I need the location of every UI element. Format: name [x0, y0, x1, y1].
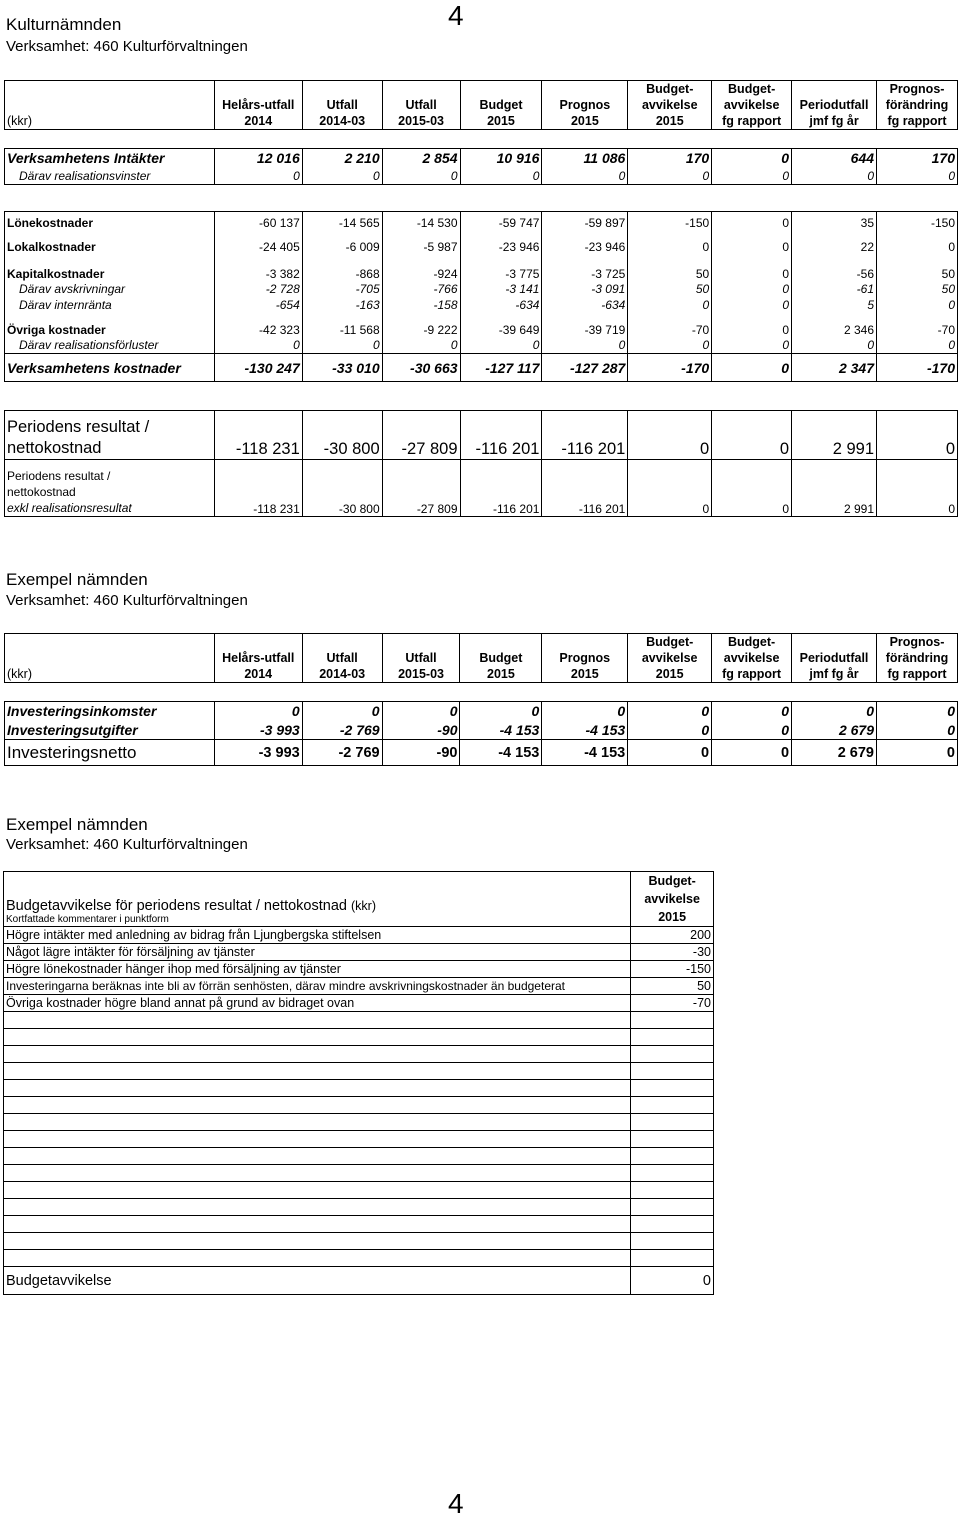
section1-subtitle: Verksamhet: 460 Kulturförvaltningen [6, 38, 248, 55]
comment-row: Högre intäkter med anledning av bidrag från Ljungbergska stiftelsen 200 [4, 927, 714, 944]
result-excl-row: Periodens resultat / nettokostnad exkl realisationsresultat -118 231 -30 800 -27 809 -116 201 -116 201 0 0 2 991 0 [5, 460, 958, 517]
comments-total-label: Budgetavvikelse [4, 1267, 631, 1295]
comments-col-header: Budget- avvikelse 2015 [631, 872, 714, 927]
result-row: Periodens resultat / nettokostnad -118 231 -30 800 -27 809 -116 201 -116 201 0 0 2 991 0 [5, 411, 958, 460]
table-row: Lönekostnader -60 137 -14 565 -14 530 -59 747 -59 897 -150 0 35 -150 [5, 211, 958, 235]
section3-title: Exempel nämnden [6, 815, 148, 834]
section3-subtitle: Verksamhet: 460 Kulturförvaltningen [6, 836, 248, 853]
table-row: Därav avskrivningar -2 728 -705 -766 -3 141 -3 091 50 0 -61 50 [5, 281, 958, 297]
comment-row: Högre lönekostnader hänger ihop med försäljning av tjänster -150 [4, 961, 714, 978]
comment-row: Övriga kostnader högre bland annat på grund av bidraget ovan -70 [4, 995, 714, 1012]
table-header: (kkr) Helårs-utfall 2014 Utfall 2014-03 Utfall 2015-03 Budget 2015 Prognos 2015 Budget- avvikelse 2015 Budget- avvikelse fg rapport Periodutfall jmf fg år Prognos- förändring fg rapport [5, 634, 958, 683]
table-row: Övriga kostnader -42 323 -11 568 -9 222 -39 649 -39 719 -70 0 2 346 -70 [5, 313, 958, 337]
section1-title: Kulturnämnden [6, 15, 122, 34]
table-row: Därav realisationsvinster 0 0 0 0 0 0 0 0 0 [5, 168, 958, 185]
table-row: Lokalkostnader -24 405 -6 009 -5 987 -23 946 -23 946 0 0 22 0 [5, 235, 958, 259]
header-col-6: Budget- avvikelse 2015 [628, 81, 712, 130]
comments-total-value: 0 [631, 1267, 714, 1295]
header-col-1: Helårs-utfall 2014 [214, 81, 302, 130]
comment-row: Något lägre intäkter för försäljning av tjänster -30 [4, 944, 714, 961]
header-col-3: Utfall 2015-03 [382, 81, 460, 130]
table-row: Investeringsinkomster 0 0 0 0 0 0 0 0 0 [5, 702, 958, 721]
header-col-7: Budget- avvikelse fg rapport [712, 81, 792, 130]
table-row: Därav realisationsförluster 0 0 0 0 0 0 0 0 0 [5, 337, 958, 354]
comments-header: Budgetavvikelse för periodens resultat / nettokostnad (kkr) Kortfattade kommentarer i punktform Budget- avvikelse 2015 [4, 872, 714, 927]
header-kkr: (kkr) [5, 81, 215, 130]
page-number-bottom: 4 [448, 1488, 464, 1519]
table-row: Verksamhetens Intäkter 12 016 2 210 2 854 10 916 11 086 170 0 644 170 [5, 149, 958, 168]
comments-title: Budgetavvikelse för periodens resultat / nettokostnad [6, 898, 347, 914]
table-row: Investeringsutgifter -3 993 -2 769 -90 -4 153 -4 153 0 0 2 679 0 [5, 721, 958, 740]
investment-table [4, 633, 958, 766]
section2-title: Exempel nämnden [6, 570, 148, 589]
result-table [4, 80, 958, 517]
header-col-2: Utfall 2014-03 [302, 81, 382, 130]
table-row: Investeringsnetto -3 993 -2 769 -90 -4 153 -4 153 0 0 2 679 0 [5, 740, 958, 766]
comments-table [3, 871, 714, 1295]
comment-row: Investeringarna beräknas inte bli av förrän senhösten, därav mindre avskrivningskostnader än budgeterat 50 [4, 978, 714, 995]
header-col-9: Prognos- förändring fg rapport [877, 81, 958, 130]
table-header [5, 81, 958, 130]
section2-subtitle: Verksamhet: 460 Kulturförvaltningen [6, 592, 248, 609]
table-row: Verksamhetens kostnader -130 247 -33 010 -30 663 -127 117 -127 287 -170 0 2 347 -170 [5, 354, 958, 382]
header-col-5: Prognos 2015 [542, 81, 628, 130]
table-row: Kapitalkostnader -3 382 -868 -924 -3 775 -3 725 50 0 -56 50 [5, 259, 958, 281]
header-col-4: Budget 2015 [460, 81, 542, 130]
header-col-8: Periodutfall jmf fg år [792, 81, 877, 130]
comments-subtitle: Kortfattade kommentarer i punktform [6, 914, 169, 925]
comments-total-row [4, 1267, 714, 1295]
page-number-top: 4 [448, 0, 464, 31]
table-row: Därav internränta -654 -163 -158 -634 -634 0 0 5 0 [5, 297, 958, 313]
